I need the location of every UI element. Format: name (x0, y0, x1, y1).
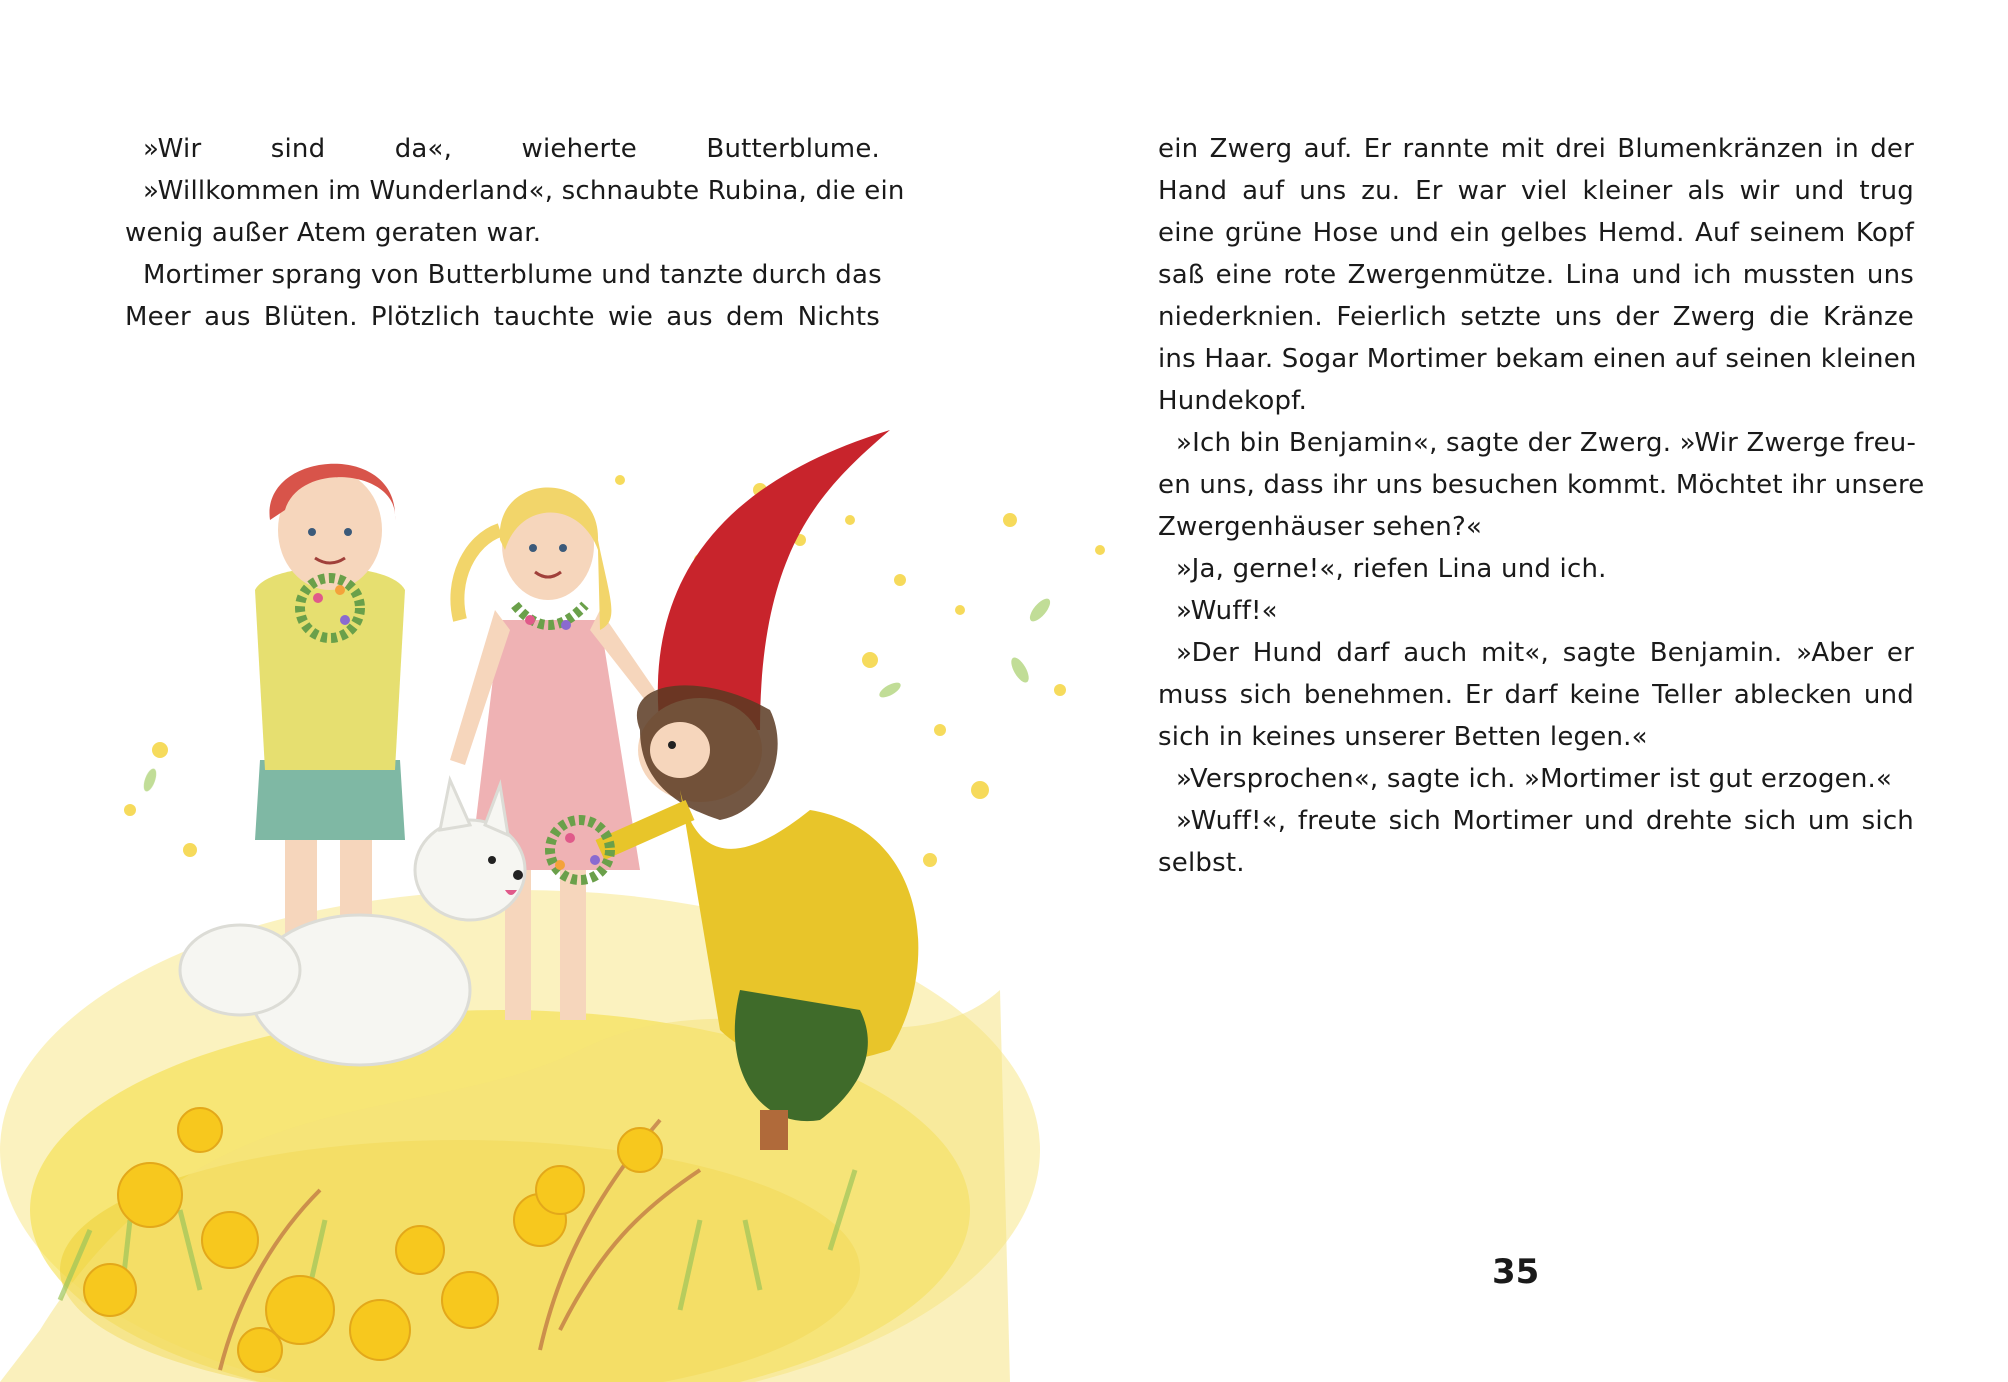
right-page (1004, 0, 2008, 1382)
text-line: selbst. (1158, 848, 1245, 878)
text-line: »Ich bin Benjamin«, sagte der Zwerg. »Wir Zwerge freu- (1176, 428, 1917, 458)
page-number: 35 (1492, 1252, 1540, 1292)
left-page-text (125, 128, 905, 338)
text-line: muss sich benehmen. Er darf keine Teller ablecken und (1158, 680, 1914, 710)
text-line: »Willkommen im Wunderland«, schnaubte Rubina, die ein (143, 176, 905, 206)
text-line: ins Haar. Sogar Mortimer bekam einen auf seinen kleinen (1158, 344, 1917, 374)
text-line: Mortimer sprang von Butterblume und tanzte durch das (143, 260, 882, 290)
text-line: »Versprochen«, sagte ich. »Mortimer ist gut erzogen.« (1176, 764, 1893, 794)
text-line: Meer aus Blüten. Plötzlich tauchte wie aus dem Nichts (125, 302, 880, 332)
text-line: en uns, dass ihr uns besuchen kommt. Möchtet ihr unsere (1158, 470, 1925, 500)
right-page-text (1158, 128, 1925, 884)
text-line: »Ja, gerne!«, riefen Lina und ich. (1176, 554, 1607, 584)
text-line: saß eine rote Zwergenmütze. Lina und ich mussten uns (1158, 260, 1914, 290)
text-line: niederknien. Feierlich setzte uns der Zwerg die Kränze (1158, 302, 1914, 332)
text-line: »Wir sind da«, wieherte Butterblume. (143, 134, 880, 164)
text-line: »Wuff!« (1176, 596, 1278, 626)
text-line: wenig außer Atem geraten war. (125, 218, 542, 248)
text-line: »Wuff!«, freute sich Mortimer und drehte sich um sich (1176, 806, 1914, 836)
text-line: Hundekopf. (1158, 386, 1308, 416)
text-line: eine grüne Hose und ein gelbes Hemd. Auf seinem Kopf (1158, 218, 1914, 248)
text-line: sich in keines unserer Betten legen.« (1158, 722, 1648, 752)
text-line: Hand auf uns zu. Er war viel kleiner als wir und trug (1158, 176, 1914, 206)
text-line: Zwergenhäuser sehen?« (1158, 512, 1483, 542)
meadow-illustration (0, 430, 1130, 1382)
text-line: ein Zwerg auf. Er rannte mit drei Blumenkränzen in der (1158, 134, 1914, 164)
text-line: »Der Hund darf auch mit«, sagte Benjamin. »Aber er (1176, 638, 1914, 668)
